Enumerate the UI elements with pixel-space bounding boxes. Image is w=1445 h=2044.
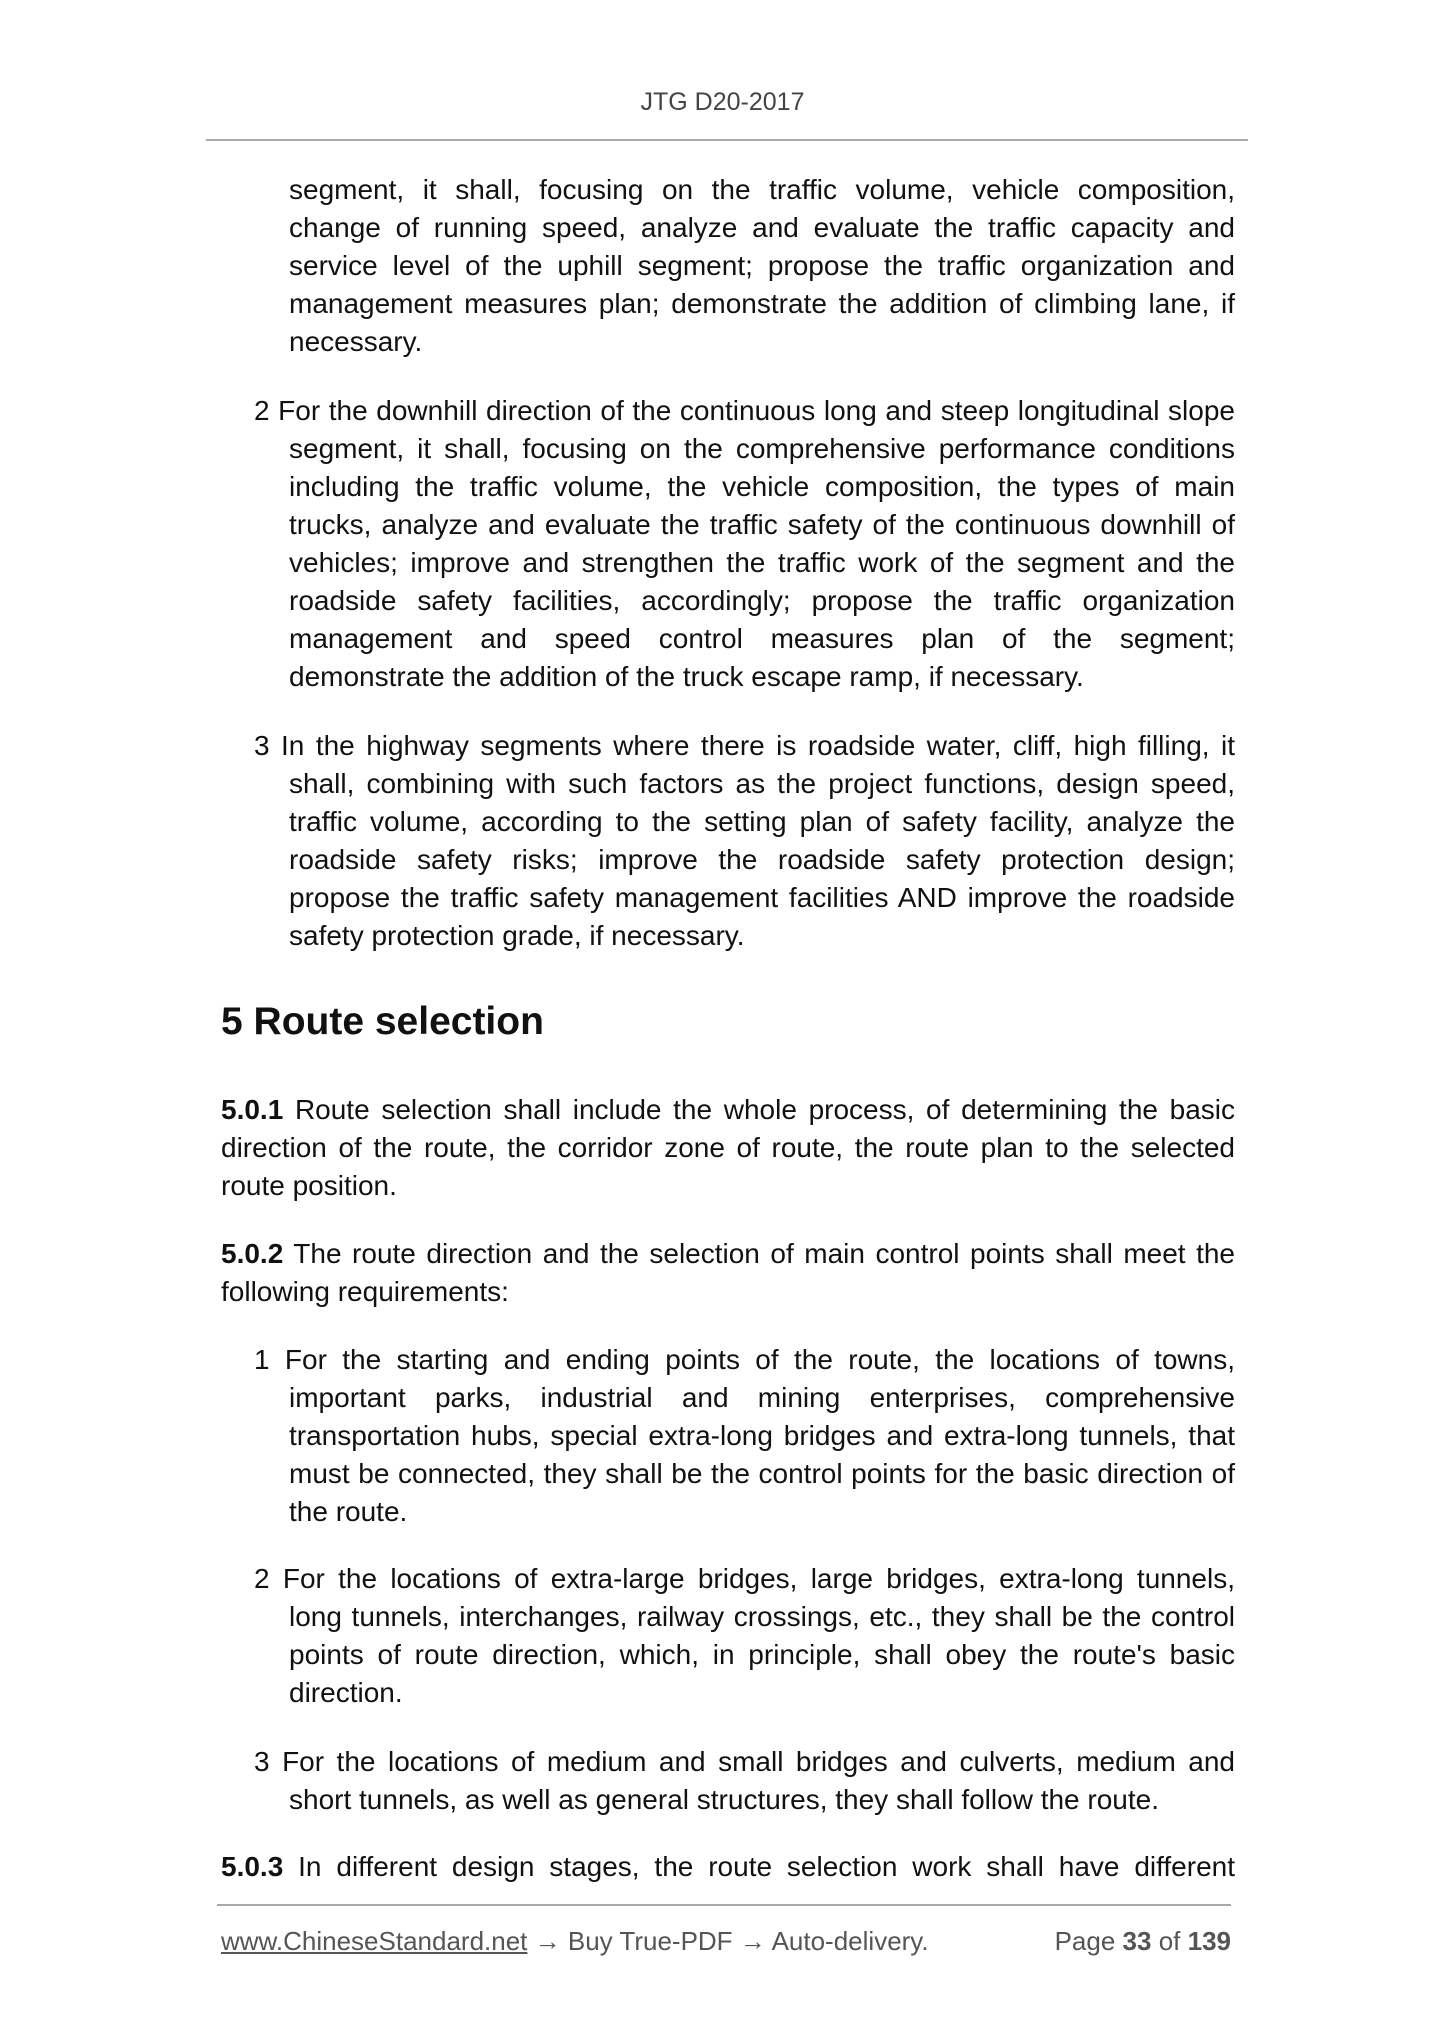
page-total: 139 xyxy=(1187,1926,1231,1956)
clause-number: 5.0.3 xyxy=(221,1851,284,1882)
page-label: Page xyxy=(1054,1926,1116,1956)
list-item: 2 For the locations of extra-large bridges, large bridges, extra-long tunnels, long tunnels, interchanges, railway crossings, etc., they shall be the control points of route direction, which, in principle, shall obey the route's basic direction. xyxy=(254,1563,1235,1708)
list-item: 3 In the highway segments where there is roadside water, cliff, high filling, it shall, combining with such factors as the project functions, design speed, traffic volume, according to the setting plan of safety facility, analyze the roadside safety risks; improve the roadside safety protection design; propose the traffic safety management facilities AND improve the roadside safety protection grade, if necessary. xyxy=(254,730,1235,951)
clause-text: Route selection shall include the whole process, of determining the basic direction of the route, the corridor zone of route, the route plan to the selected route position. xyxy=(221,1094,1235,1201)
header-divider xyxy=(206,139,1248,141)
paragraph-continuation: segment, it shall, focusing on the traffic volume, vehicle composition, change of running speed, analyze and evaluate the traffic capacity and service level of the uphill segment; propose the traffic organization and management measures plan; demonstrate the addition of climbing lane, if necessary. xyxy=(289,174,1235,357)
page-number: 33 xyxy=(1122,1926,1152,1956)
website-link[interactable]: www.ChineseStandard.net xyxy=(221,1926,528,1956)
list-item: 2 For the downhill direction of the continuous long and steep longitudinal slope segment, it shall, focusing on the comprehensive performance conditions including the traffic volume, the vehicle composition, the types of main trucks, analyze and evaluate the traffic safety of the continuous downhill of vehicles; improve and strengthen the traffic work of the segment and the roadside safety facilities, accordingly; propose the traffic organization management and speed control measures plan of the segment; demonstrate the addition of the truck escape ramp, if necessary. xyxy=(254,395,1235,692)
clause-number: 5.0.2 xyxy=(221,1238,284,1269)
clause-5-0-2 xyxy=(221,1235,1235,1311)
list-item: 1 For the starting and ending points of the route, the locations of towns, important parks, industrial and mining enterprises, comprehensive transportation hubs, special extra-long bridges and extra-long tunnels, that must be connected, they shall be the control points for the basic direction of the route. xyxy=(254,1344,1235,1527)
list-item: 3 For the locations of medium and small bridges and culverts, medium and short tunnels, as well as general structures, they shall follow the route. xyxy=(254,1746,1235,1815)
clause-text: The route direction and the selection of main control points shall meet the following requirements: xyxy=(221,1238,1235,1307)
section-heading: 5 Route selection xyxy=(221,1000,544,1043)
footer-divider xyxy=(217,1904,1231,1906)
clause-5-0-1 xyxy=(221,1091,1235,1205)
clause-number: 5.0.1 xyxy=(221,1094,284,1125)
document-header: JTG D20-2017 xyxy=(640,88,805,116)
footer xyxy=(221,1926,1231,1957)
of-label: of xyxy=(1158,1926,1181,1956)
clause-5-0-3 xyxy=(221,1848,1235,1886)
page-indicator xyxy=(1055,1926,1231,1957)
footer-promo xyxy=(221,1926,929,1957)
promo-text: → Buy True-PDF → Auto-delivery. xyxy=(527,1926,929,1956)
clause-text: In different design stages, the route selection work shall have different xyxy=(283,1851,1235,1882)
